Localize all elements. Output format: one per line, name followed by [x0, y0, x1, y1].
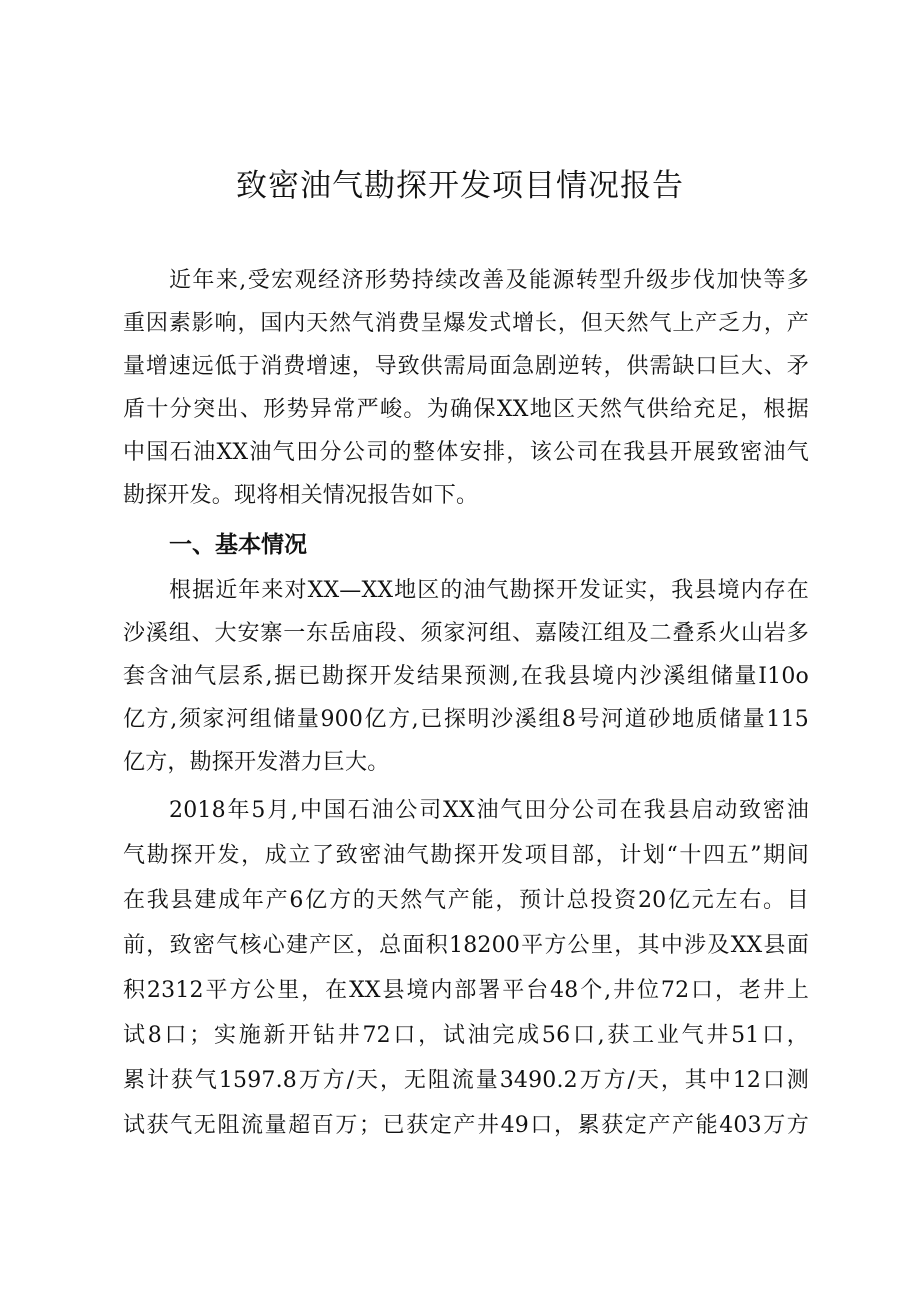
paragraph-3-line-5: 积2312平方公里，在XX县境内部署平台48个,井位72口，老井上	[123, 978, 809, 1003]
paragraph-2-line-4: 亿方,须家河组储量900亿方,已探明沙溪组8号河道砂地质储量115	[123, 707, 809, 732]
paragraph-2-line-3: 套含油气层系,据已勘探开发结果预测,在我县境内沙溪组储量I10o	[123, 664, 809, 689]
paragraph-1-line-4: 盾十分突出、形势异常严峻。为确保XX地区天然气供给充足，根据	[123, 397, 809, 422]
paragraph-3-line-6: 试8口；实施新开钻井72口，试油完成56口,获工业气井51口，	[123, 1023, 809, 1048]
paragraph-1-line-1: 近年来,受宏观经济形势持续改善及能源转型升级步伐加快等多	[169, 268, 809, 293]
section-heading: 一、基本情况	[169, 532, 307, 558]
paragraph-3-line-8: 试获气无阻流量超百万；已获定产井49口，累获定产产能403万方	[123, 1113, 809, 1138]
paragraph-2-line-1: 根据近年来对XX—XX地区的油气勘探开发证实，我县境内存在	[169, 578, 809, 603]
paragraph-3-line-2: 气勘探开发，成立了致密油气勘探开发项目部，计划“十四五”期间	[123, 843, 809, 868]
paragraph-3-line-7: 累计获气1597.8万方/天，无阻流量3490.2万方/天，其中12口测	[123, 1068, 809, 1093]
paragraph-3-line-3: 在我县建成年产6亿方的天然气产能，预计总投资20亿元左右。目	[123, 888, 809, 913]
paragraph-2-line-2: 沙溪组、大安寨一东岳庙段、须家河组、嘉陵江组及二叠系火山岩多	[123, 621, 809, 646]
paragraph-1-line-3: 量增速远低于消费增速，导致供需局面急剧逆转，供需缺口巨大、矛	[123, 354, 809, 379]
paragraph-3-line-4: 前，致密气核心建产区，总面积18200平方公里，其中涉及XX县面	[123, 933, 809, 958]
paragraph-1-line-5: 中国石油XX油气田分公司的整体安排，该公司在我县开展致密油气	[123, 440, 809, 465]
paragraph-3-line-1: 2018年5月,中国石油公司XX油气田分公司在我县启动致密油	[169, 798, 809, 823]
paragraph-1-line-2: 重因素影响，国内天然气消费呈爆发式增长，但天然气上产乏力，产	[123, 311, 809, 336]
document-title: 致密油气勘探开发项目情况报告	[236, 168, 684, 204]
paragraph-1-line-6: 勘探开发。现将相关情况报告如下。	[123, 483, 479, 508]
paragraph-2-line-5: 亿方，勘探开发潜力巨大。	[123, 750, 390, 775]
